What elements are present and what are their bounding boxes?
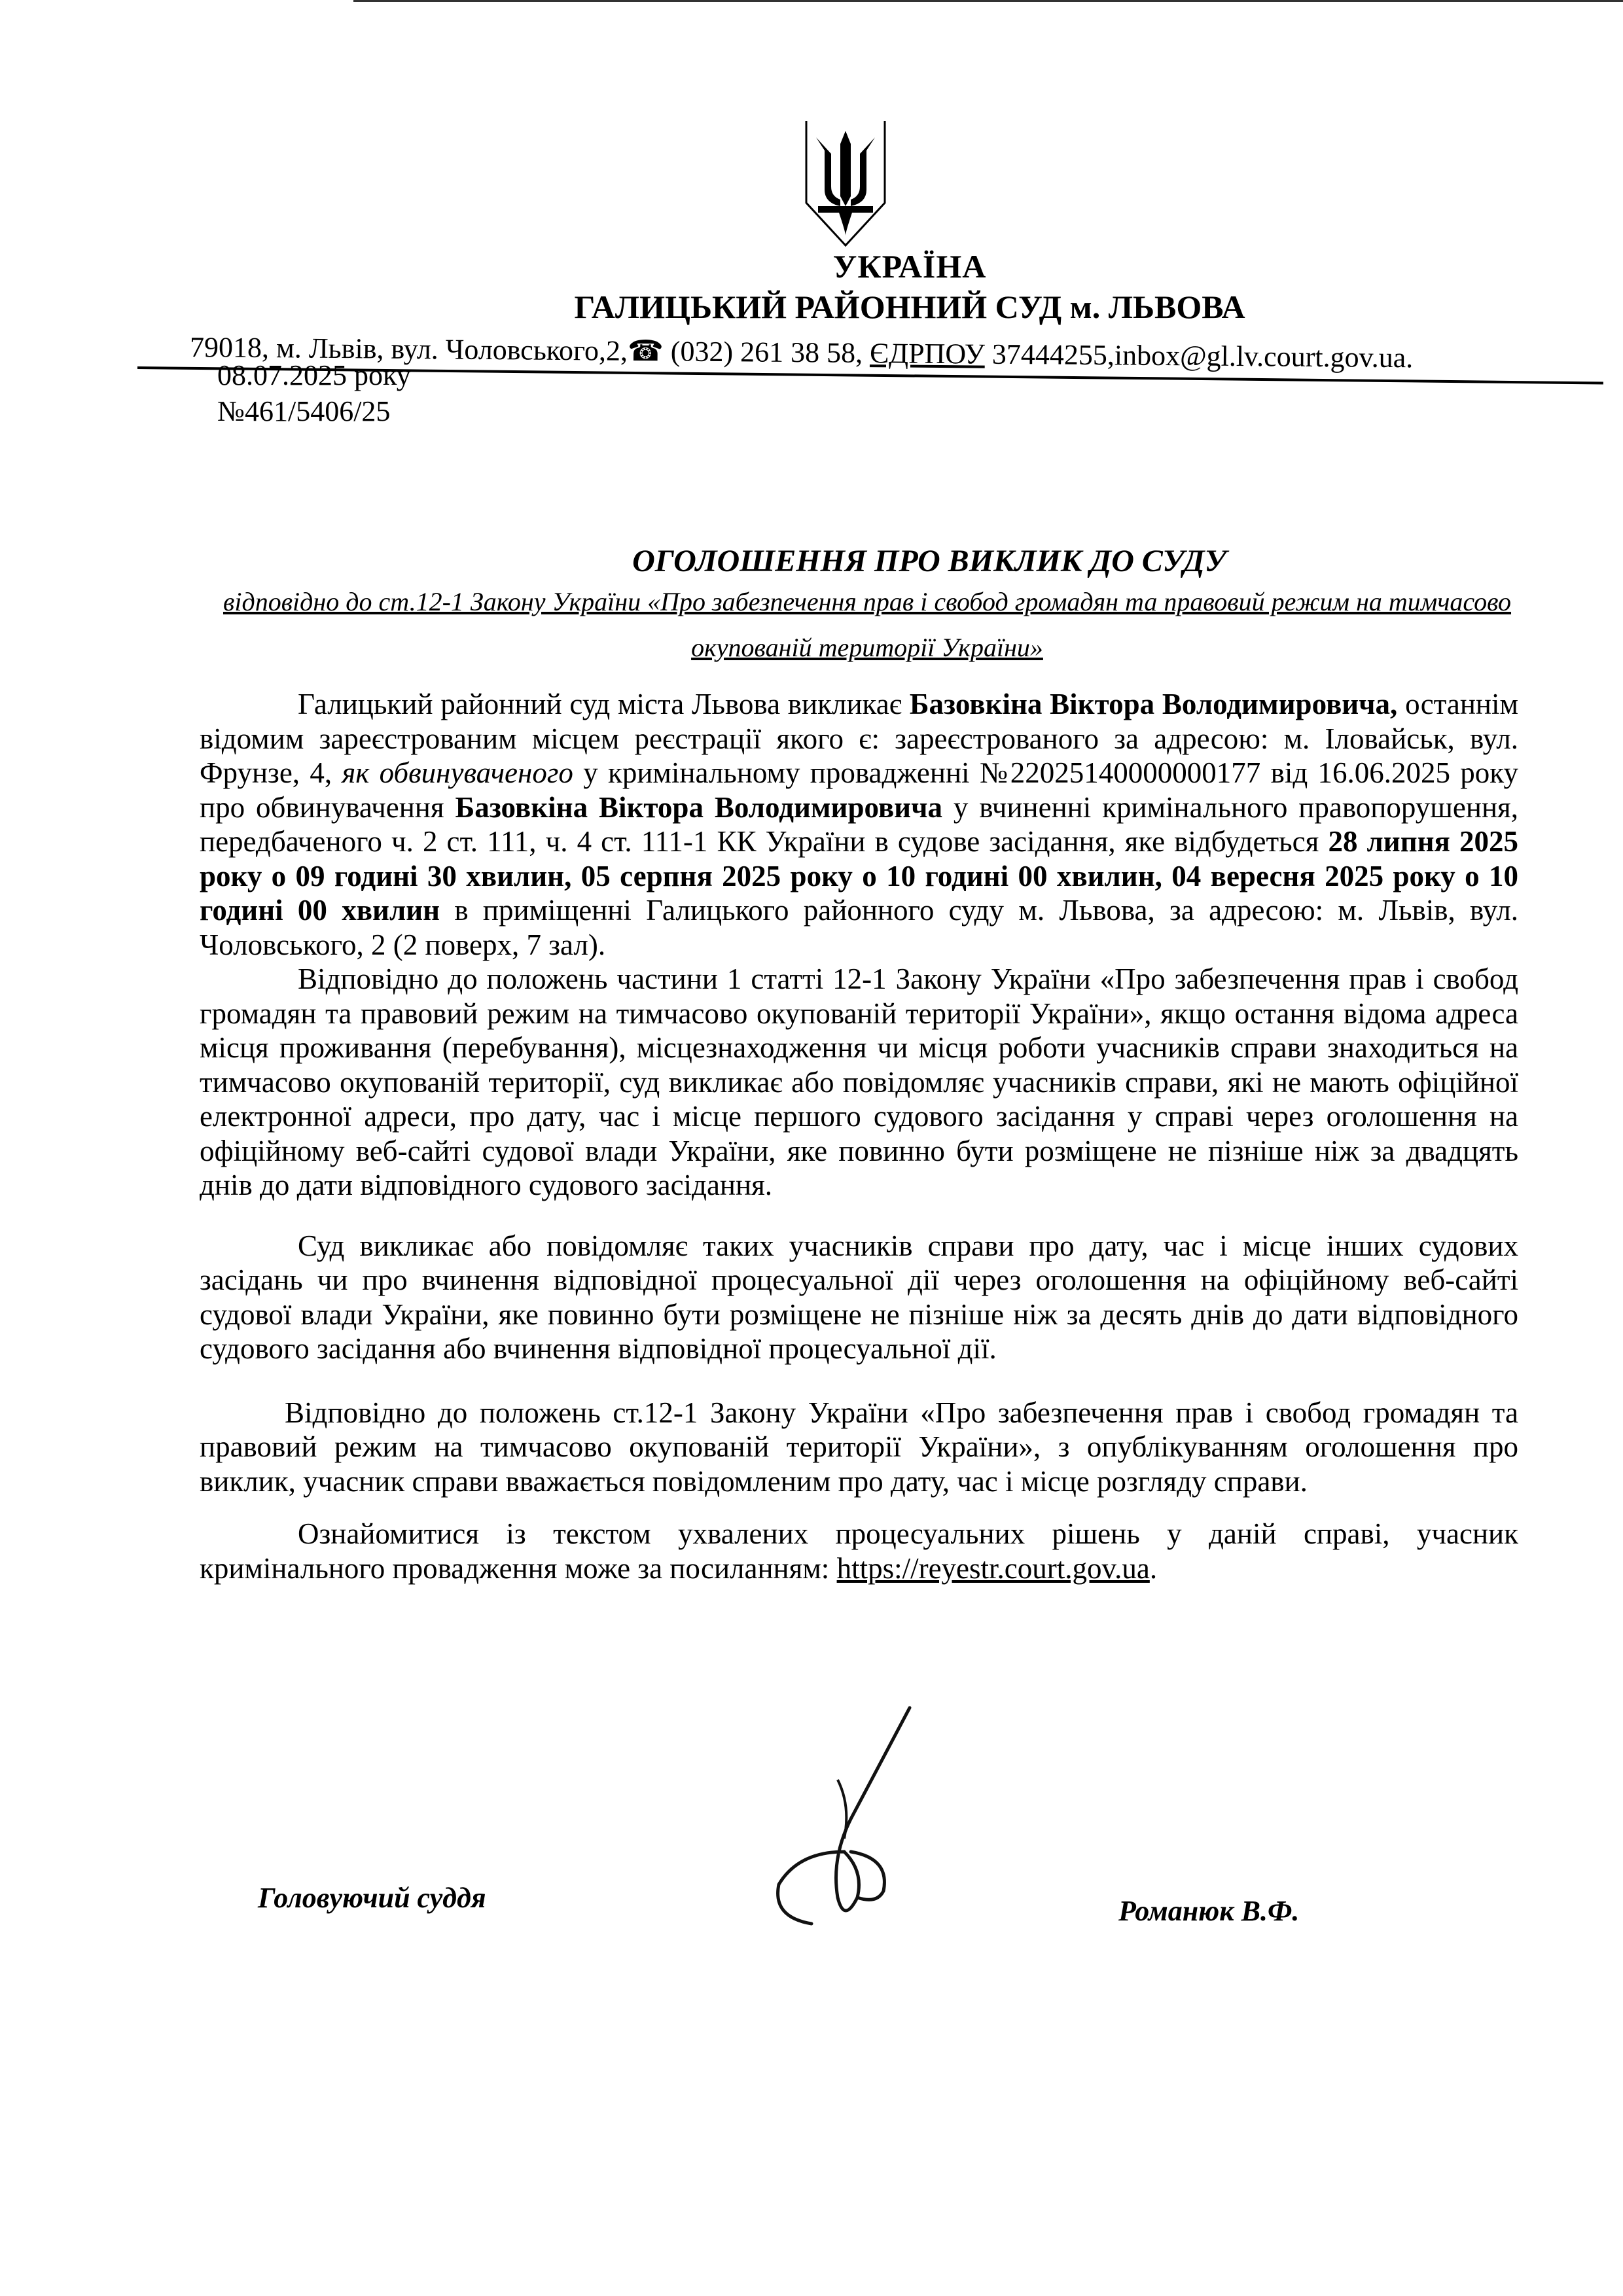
text: у кримінальному провадженні №22025140000000177 від 16.06.2025 року про обвинувачення <box>200 756 1518 824</box>
role-text: як обвинуваченого <box>342 756 573 789</box>
document-number: №461/5406/25 <box>217 395 391 427</box>
paragraph-law-3: Відповідно до положень ст.12-1 Закону України «Про забезпечення прав і свобод громадян та правовий режим на тимчасово окупованій території України», з опублікуванням оголошення про виклик, учасник справи вважається повідомленим про дату, час і місце розгляду справи. <box>200 1396 1518 1498</box>
defendant-name: Базовкіна Віктора Володимировича <box>455 790 942 824</box>
edrpou-email: 37444255,inbox@gl.lv.court.gov.ua. <box>984 338 1414 374</box>
text: Галицький районний суд міста Львова викликає <box>298 688 910 720</box>
phone-icon: ☎ <box>627 334 664 368</box>
scan-edge-line <box>353 0 1623 2</box>
text: . <box>1149 1551 1158 1585</box>
paragraph-summons <box>200 687 1518 962</box>
paragraph-link <box>200 1517 1518 1585</box>
text: Ознайомитися із текстом ухвалених процесуальних рішень у даній справі, учасник кримінального провадження може за посиланням: <box>200 1517 1518 1585</box>
court-name-heading: ГАЛИЦЬКИЙ РАЙОННИЙ СУД м. ЛЬВОВА <box>574 289 1245 325</box>
text: останнім відомим зареєстрованим місцем реєстрації якого є: зареєстрованого за адресою: м. Іловайськ, вул. Фрунзе, 4, <box>200 688 1518 789</box>
text: в приміщенні Галицького районного суду м. Львова, за адресою: м. Львів, вул. Чоловського, 2 (2 поверх, 7 зал). <box>200 894 1518 961</box>
hearing-dates: 28 липня 2025 року о 09 годині 30 хвилин, 05 серпня 2025 року о 10 годині 00 хвилин, 04 вересня 2025 року о 10 годині 00 хвилин <box>200 825 1518 927</box>
edrpou-label: ЄДРПОУ <box>869 337 986 370</box>
text: у вчиненні кримінального правопорушення, передбаченого ч. 2 ст. 111, ч. 4 ст. 111-1 КК України в судове засідання, яке відбудеться <box>200 790 1519 858</box>
document-title: ОГОЛОШЕННЯ ПРО ВИКЛИК ДО СУДУ <box>632 544 1226 578</box>
phone-number: (032) 261 38 58, <box>670 335 863 369</box>
signatory-role: Головуючий суддя <box>258 1882 486 1914</box>
defendant-name: Базовкіна Віктора Володимировича, <box>909 688 1398 720</box>
paragraph-law-2: Суд викликає або повідомляє таких учасників справи про дату, час і місце інших судових засідань чи про вчинення відповідної процесуальної дії через оголошення на офіційному веб-сайті судової влади України, яке повинно бути розміщене не пізніше ніж за десять днів до дати відповідного судового засідання або вчинення відповідної процесуальної дії. <box>200 1229 1518 1365</box>
document-subtitle: відповідно до ст.12-1 Закону України «Про забезпечення прав і свобод громадян та правовий режим на тимчасово окупованій території України» <box>223 587 1512 662</box>
address-text: 79018, м. Львів, вул. Чоловського,2, <box>189 331 628 367</box>
registry-link[interactable]: https://reyestr.court.gov.ua <box>836 1551 1150 1585</box>
country-heading: УКРАЇНА <box>832 248 987 285</box>
paragraph-law-1: Відповідно до положень частини 1 статті 12-1 Закону України «Про забезпечення прав і свобод громадян та правовий режим на тимчасово окупованій території України», якщо остання відома адреса місця проживання (перебування), місцезнаходження чи місця роботи учасників справи знаходиться на тимчасово окупованій території, суд викликає або повідомляє учасників справи, які не мають офіційної електронної адреси, про дату, час і місце першого судового засідання у справі через оголошення на офіційному веб-сайті судової влади України, яке повинно бути розміщене не пізніше ніж за двадцять днів до дати відповідного судового засідання. <box>200 963 1518 1201</box>
document-body <box>200 687 1518 1585</box>
document-date: 08.07.2025 року <box>217 359 411 391</box>
handwritten-signature <box>759 1701 929 1937</box>
trident-emblem-icon <box>793 118 898 249</box>
signatory-name: Романюк В.Ф. <box>1118 1895 1300 1927</box>
